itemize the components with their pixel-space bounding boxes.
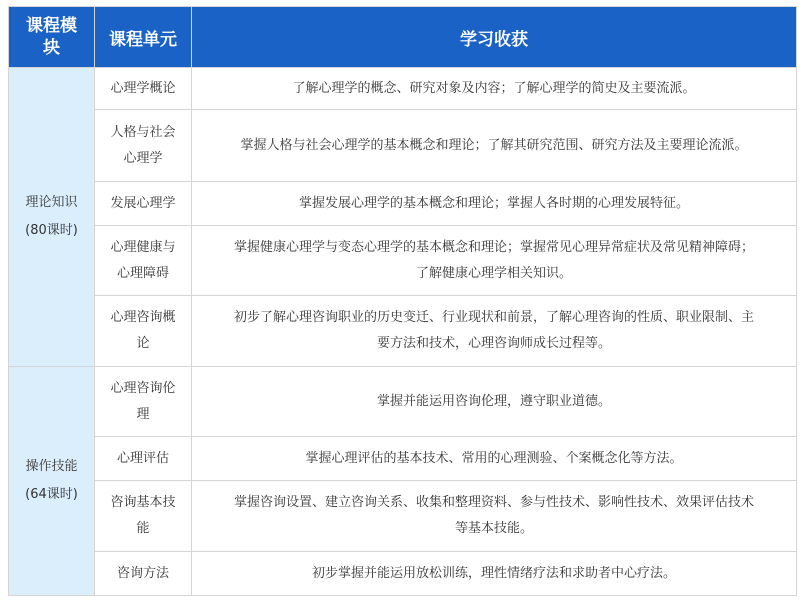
course-table [8,6,797,596]
header-module-line1: 课程模 [26,16,77,36]
unit-line: 心理咨询伦 [110,380,176,396]
unit-line: 心理健康与 [110,239,176,255]
gain-cell [192,226,797,296]
module-hours: (64课时) [25,487,78,502]
unit-line: 咨询方法 [116,565,169,581]
gain-line: 掌握并能运用咨询伦理，遵守职业道德。 [376,393,611,409]
unit-line: 心理咨询概 [110,310,176,325]
table-row [9,226,797,296]
gain-line: 初步了解心理咨询职业的历史变迁、行业现状和前景，了解心理咨询的性质、职业限制、主 [233,310,754,325]
header-module [9,7,95,68]
gain-line: 了解心理学的概念、研究对象及内容；了解心理学的简史及主要流派。 [292,80,696,96]
gain-cell [192,182,797,226]
gain-cell [192,367,797,437]
unit-line: 人格与社会 [110,124,176,140]
header-unit: 课程单元 [95,7,192,68]
table-row [9,481,797,552]
table-row [9,437,797,481]
gain-cell [192,481,797,552]
gain-line: 掌握心理评估的基本技术、常用的心理测验、个案概念化等方法。 [305,450,683,466]
table-row [9,367,797,437]
unit-cell [95,296,192,367]
unit-line: 理 [136,406,150,422]
header-gain: 学习收获 [192,7,797,68]
gain-line: 掌握发展心理学的基本概念和理论；掌握人各时期的心理发展特征。 [298,195,689,211]
unit-line: 论 [136,336,150,351]
unit-line: 心理障碍 [116,265,169,281]
module-hours: (80课时) [25,223,78,238]
unit-cell [95,367,192,437]
gain-line: 等基本技能。 [454,521,533,536]
gain-line: 要方法和技术，心理咨询师成长过程等。 [376,336,611,351]
unit-cell [95,68,192,110]
module-cell [9,68,95,367]
gain-line: 初步掌握并能运用放松训练，理性情绪疗法和求助者中心疗法。 [311,565,676,581]
course-table-container [8,6,796,596]
header-row [9,7,797,68]
unit-line: 发展心理学 [110,195,176,211]
table-row [9,182,797,226]
unit-cell [95,481,192,552]
unit-cell [95,182,192,226]
gain-cell [192,110,797,182]
unit-line: 咨询基本技 [110,495,176,510]
unit-line: 心理学 [123,150,163,166]
gain-cell [192,296,797,367]
unit-line: 心理评估 [116,450,169,466]
table-row [9,68,797,110]
table-row [9,552,797,596]
gain-cell [192,552,797,596]
unit-cell [95,437,192,481]
gain-line: 了解健康心理学相关知识。 [415,265,572,281]
header-module-line2: 块 [43,38,60,58]
gain-line: 掌握人格与社会心理学的基本概念和理论；了解其研究范围、研究方法及主要理论流派。 [240,137,748,153]
unit-line: 能 [136,521,150,536]
module-name: 理论知识 [25,195,78,210]
gain-line: 掌握咨询设置、建立咨询关系、收集和整理资料、参与性技术、影响性技术、效果评估技术 [233,495,754,510]
gain-line: 掌握健康心理学与变态心理学的基本概念和理论；掌握常见心理异常症状及常见精神障碍； [233,239,754,255]
unit-cell [95,226,192,296]
module-name: 操作技能 [25,459,78,474]
table-body [9,68,797,596]
gain-cell [192,437,797,481]
table-row [9,296,797,367]
gain-cell [192,68,797,110]
unit-line: 心理学概论 [110,80,176,96]
unit-cell [95,110,192,182]
unit-cell [95,552,192,596]
module-cell [9,367,95,596]
table-row [9,110,797,182]
